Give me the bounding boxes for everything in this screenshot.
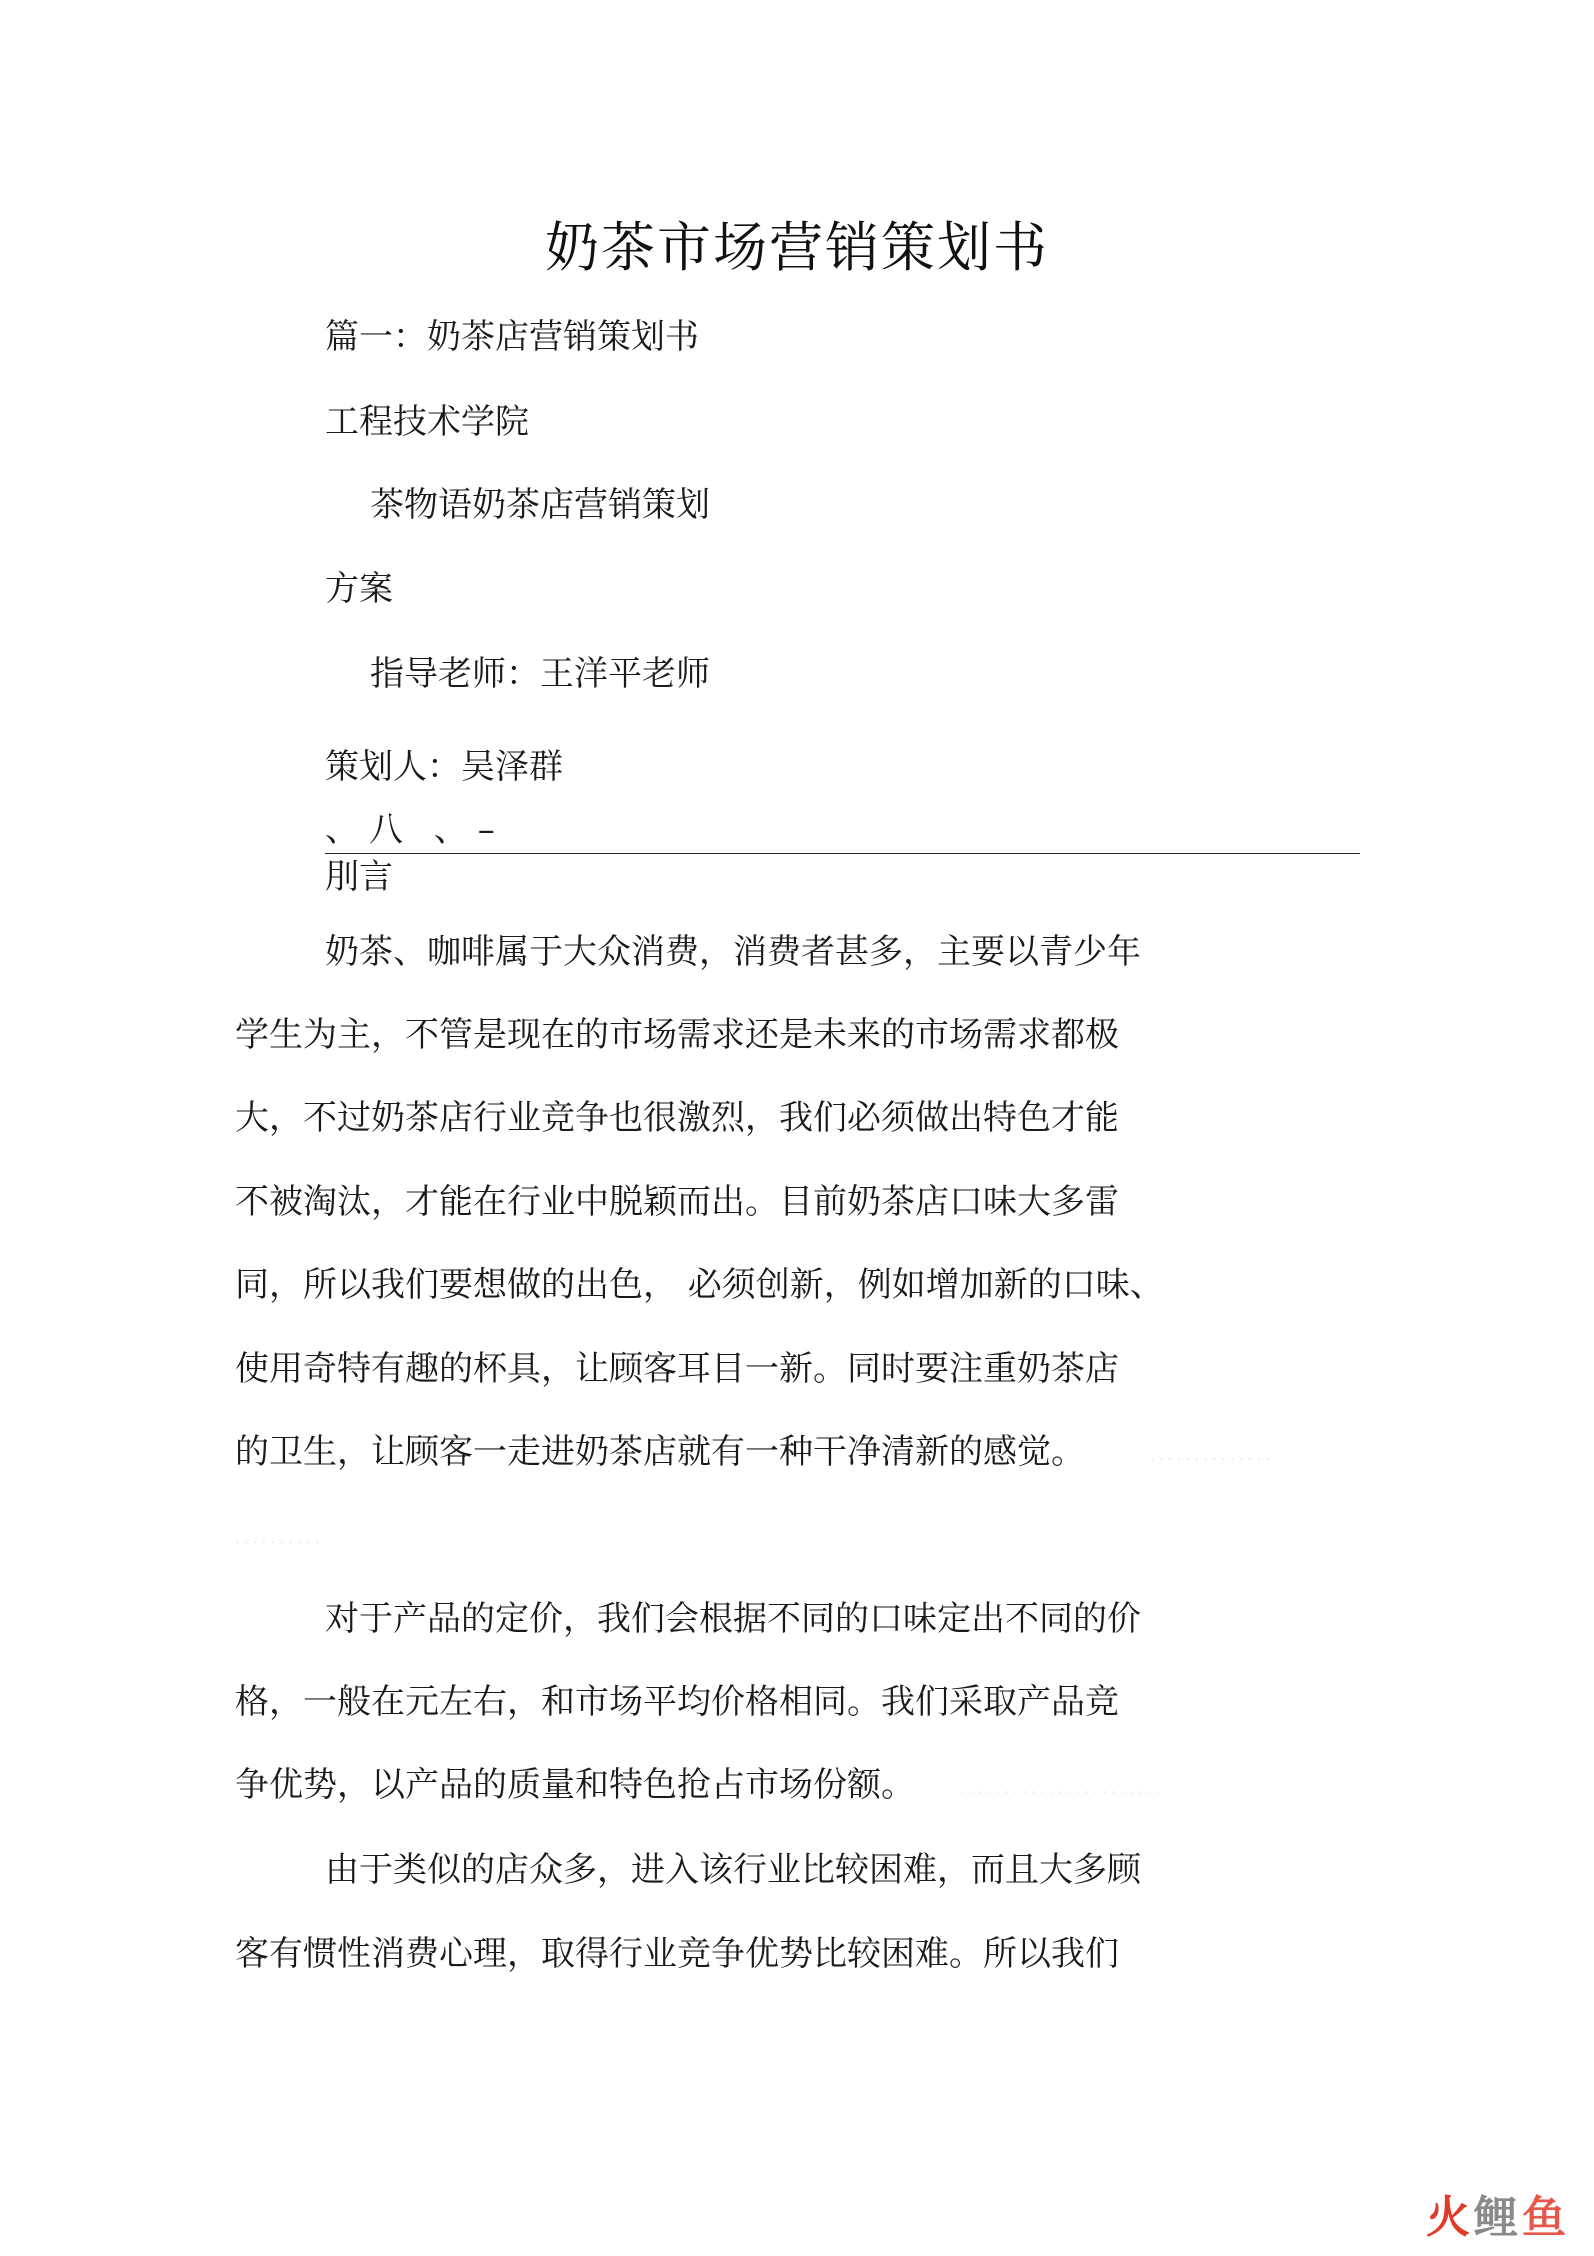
paragraph-line: 客有惯性消费心理，取得行业竞争优势比较困难。所以我们 [235, 1934, 1119, 1974]
watermark-char-fish: 鱼 [1522, 2192, 1566, 2243]
document-title: 奶茶市场营销策划书 [545, 216, 1049, 279]
watermark-char-fire: 火 [1426, 2192, 1470, 2243]
paragraph-line: 对于产品的定价，我们会根据不同的口味定出不同的价 [325, 1599, 1141, 1639]
faint-artifact: · · · · · · · · · · [235, 1535, 320, 1551]
paragraph-line: 大，不过奶茶店行业竞争也很激烈，我们必须做出特色才能 [235, 1098, 1119, 1138]
plan-suffix: 方案 [325, 569, 393, 609]
paragraph-line: 使用奇特有趣的杯具，让顾客耳目一新。同时要注重奶茶店 [235, 1349, 1119, 1389]
paragraph-line: 学生为主，不管是现在的市场需求还是未来的市场需求都极 [235, 1015, 1119, 1055]
watermark-logo-icon [1424, 2188, 1574, 2244]
paragraph-line: 由于类似的店众多，进入该行业比较困难，而且大多顾 [325, 1850, 1141, 1890]
paragraph-line: 同，所以我们要想做的出色， 必须创新，例如增加新的口味、 [235, 1265, 1164, 1305]
paragraph-line: 奶茶、咖啡属于大众消费，消费者甚多，主要以青少年 [325, 932, 1141, 972]
watermark-char-carp: 鲤 [1474, 2192, 1518, 2243]
chapter-heading: 篇一：奶茶店营销策划书 [325, 317, 699, 357]
faint-artifact: · · · · · · · · · · · · · · [1150, 1452, 1271, 1468]
paragraph-line: 格，一般在元左右，和市场平均价格相同。我们采取产品竞 [235, 1682, 1119, 1722]
paragraph-line: 的卫生，让顾客一走进奶茶店就有一种干净清新的感觉。 [235, 1432, 1085, 1472]
faint-artifact: · · · · · · · · · · · · · · · · · · · · · · · [960, 1785, 1161, 1801]
advisor-line: 指导老师：王洋平老师 [370, 654, 710, 694]
paragraph-line: 不被淘汰，才能在行业中脱颖而出。目前奶茶店口味大多雷 [235, 1182, 1119, 1222]
broken-text-fragment: 、八 、– [325, 810, 505, 850]
horizontal-rule [325, 853, 1360, 854]
paragraph-line: 争优势，以产品的质量和特色抢占市场份额。 [235, 1765, 915, 1805]
school-name: 工程技术学院 [325, 402, 529, 442]
planner-line: 策划人：吴泽群 [325, 747, 563, 787]
plan-name: 茶物语奶茶店营销策划 [370, 485, 710, 525]
preface-heading: 刖言 [325, 857, 393, 897]
